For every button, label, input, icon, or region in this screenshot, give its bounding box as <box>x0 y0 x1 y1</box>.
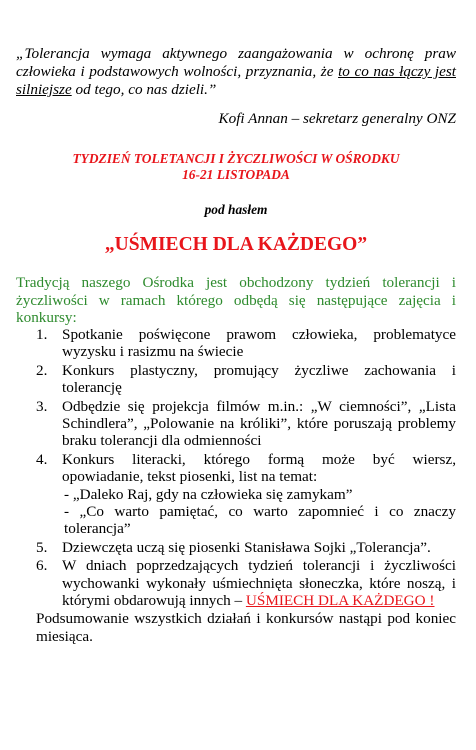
quote-part-1: „Tolerancja wymaga aktywnego zaangażowania w ochronę praw człowieka i podstawowych wolności, przyznania, że <box>16 45 456 80</box>
list-subitem: - „Daleko Raj, gdy na człowieka się zamykam” <box>64 485 353 503</box>
quote <box>16 45 456 99</box>
list-item-number: 2. <box>36 361 48 379</box>
summary-paragraph: Podsumowanie wszystkich działań i konkursów nastąpi pod koniec miesiąca. <box>36 610 456 645</box>
list-item <box>16 451 456 538</box>
list-item-number: 4. <box>36 450 48 468</box>
event-title-line-1: TYDZIEŃ TOLETANCJI I ŻYCZLIWOŚCI W OŚRODKU <box>72 151 400 166</box>
list-item-text: Konkurs plastyczny, promujący życzliwe zachowania i tolerancję <box>62 361 456 397</box>
list-item-text: Konkurs literacki, którego formą może być wiersz, opowiadanie, tekst piosenki, list na temat: <box>62 450 456 486</box>
slogan-highlight: UŚMIECH DLA KAŻDEGO ! <box>245 592 435 610</box>
list-item <box>16 326 456 361</box>
list-item <box>16 539 456 556</box>
list-item-number: 6. <box>36 557 48 575</box>
list-item-text: W dniach poprzedzających tydzień tolerancji i życzliwości wychowanki wykonały uśmiechnięta słoneczka, które noszą, i którymi obdarowują innych – <box>62 557 456 610</box>
list-item-text: Spotkanie poświęcone prawom człowieka, problematyce wyzysku i rasizmu na świecie <box>62 326 456 361</box>
list-subitem: - „Co warto pamiętać, co warto zapomnieć i co znaczy tolerancja” <box>64 503 456 538</box>
list-item <box>16 398 456 450</box>
list-item-number: 3. <box>36 397 48 415</box>
quote-part-2: od tego, co nas dzieli.” <box>71 81 217 98</box>
intro-paragraph: Tradycją naszego Ośrodka jest obchodzony tydzień tolerancji i życzliwości w ramach którego odbędą się następujące zajęcia i konkursy: <box>16 274 456 326</box>
quote-underlined: to co nas łączy jest silniejsze <box>16 63 457 98</box>
slogan: „UŚMIECH DLA KAŻDEGO” <box>104 234 368 255</box>
list-item <box>16 362 456 397</box>
activities-list <box>16 326 456 611</box>
list-item-number: 1. <box>36 326 48 343</box>
list-item-number: 5. <box>36 538 48 556</box>
list-item <box>16 557 456 609</box>
event-title-line-2: 16-21 LISTOPADA <box>182 167 290 182</box>
motto-label: pod hasłem <box>204 202 268 217</box>
list-item-text: Dziewczęta uczą się piosenki Stanisława Sojki „Tolerancja”. <box>62 538 431 556</box>
list-item-text: Odbędzie się projekcja filmów m.in.: „W ciemności”, „Lista Schindlera”, „Polowanie na króliki”, które poruszają problemy braku tolerancji dla odmienności <box>62 397 456 450</box>
quote-author: Kofi Annan – sekretarz generalny ONZ <box>218 110 456 127</box>
